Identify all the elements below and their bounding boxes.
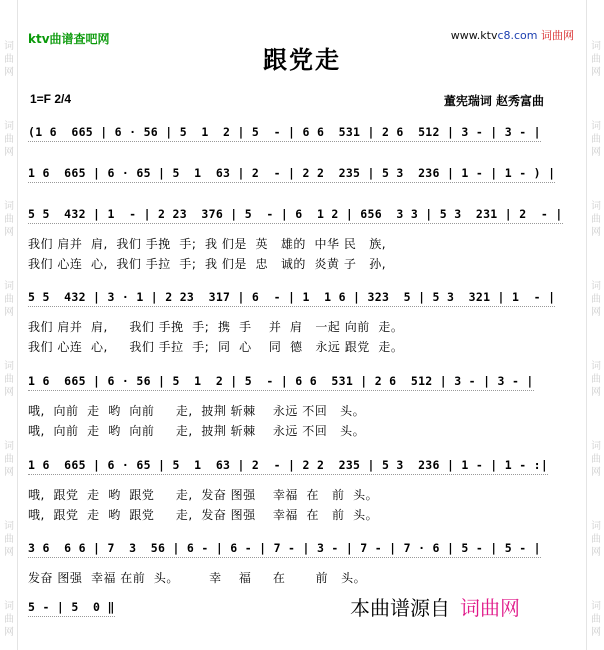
side-watermark-right-4 bbox=[587, 360, 604, 399]
side-watermark-char: 曲 bbox=[591, 134, 601, 145]
lyric-line-6a: 哦, 跟党 走 哟 跟党 走, 发奋 图强 幸福 在 前 头。 bbox=[28, 488, 379, 502]
notation-line-2: 1 6 665 | 6 · 65 | 5 1 63 | 2 - | 2 2 235 | 5 3 236 | 1 - | 1 - ) | bbox=[28, 166, 556, 180]
side-watermark-char: 网 bbox=[4, 307, 14, 318]
notation-line-8: 5 - | 5 0 ‖ bbox=[28, 600, 115, 614]
side-watermark-char: 曲 bbox=[591, 294, 601, 305]
side-watermark-char: 词 bbox=[591, 441, 601, 452]
side-watermark-char: 词 bbox=[591, 121, 601, 132]
side-watermark-char: 词 bbox=[591, 521, 601, 532]
side-watermark-char: 网 bbox=[591, 227, 601, 238]
side-watermark-char: 曲 bbox=[591, 214, 601, 225]
side-watermark-char: 曲 bbox=[4, 54, 14, 65]
side-watermark-char: 词 bbox=[4, 441, 14, 452]
side-watermark-char: 词 bbox=[591, 201, 601, 212]
site-name[interactable]: ktv曲谱查吧网 bbox=[28, 32, 110, 46]
side-watermark-char: 曲 bbox=[4, 614, 14, 625]
side-watermark-left-4 bbox=[0, 360, 18, 399]
credits: 董宪瑞词 赵秀富曲 bbox=[443, 94, 544, 108]
lyric-line-4a: 我们 肩并 肩, 我们 手挽 手; 携 手 并 肩 一起 向前 走。 bbox=[28, 320, 404, 334]
notation-line-5: 1 6 665 | 6 · 56 | 5 1 2 | 5 - | 6 6 531 | 2 6 512 | 3 - | 3 - | bbox=[28, 374, 534, 388]
lyric-line-4b: 我们 心连 心, 我们 手拉 手; 同 心 同 德 永远 跟党 走。 bbox=[28, 340, 404, 354]
side-watermark-char: 网 bbox=[4, 627, 14, 638]
side-watermark-char: 词 bbox=[4, 201, 14, 212]
key-signature: 1=F 2/4 bbox=[30, 92, 72, 106]
side-watermark-left-5 bbox=[0, 440, 18, 479]
side-watermark-char: 词 bbox=[4, 121, 14, 132]
side-watermark-left-7 bbox=[0, 600, 18, 639]
side-watermark-char: 词 bbox=[591, 601, 601, 612]
side-watermark-right-6 bbox=[587, 520, 604, 559]
song-title: 跟党走 bbox=[263, 45, 341, 74]
left-watermark-strip bbox=[0, 0, 18, 650]
side-watermark-char: 曲 bbox=[4, 294, 14, 305]
side-watermark-char: 词 bbox=[591, 361, 601, 372]
notation-line-3: 5 5 432 | 1 - | 2 23 376 | 5 - | 6 1 2 | 656 3 3 | 5 3 231 | 2 - | bbox=[28, 207, 563, 221]
side-watermark-char: 词 bbox=[4, 361, 14, 372]
lyric-line-7a: 发奋 图强 幸福 在前 头。 幸 福 在 前 头。 bbox=[28, 571, 367, 585]
side-watermark-char: 词 bbox=[4, 601, 14, 612]
notation-line-6: 1 6 665 | 6 · 65 | 5 1 63 | 2 - | 2 2 235 | 5 3 236 | 1 - | 1 - :| bbox=[28, 458, 549, 472]
side-watermark-char: 网 bbox=[4, 147, 14, 158]
side-watermark-char: 词 bbox=[591, 41, 601, 52]
side-watermark-right-2 bbox=[587, 200, 604, 239]
side-watermark-char: 曲 bbox=[591, 374, 601, 385]
side-watermark-char: 网 bbox=[4, 67, 14, 78]
side-watermark-char: 网 bbox=[4, 467, 14, 478]
site-url-prefix: www.ktv bbox=[450, 29, 498, 42]
side-watermark-left-1 bbox=[0, 120, 18, 159]
side-watermark-char: 网 bbox=[591, 547, 601, 558]
footer-source-label: 本曲谱源自 bbox=[350, 596, 450, 620]
lyric-line-3a: 我们 肩并 肩, 我们 手挽 手; 我 们是 英 雄的 中华 民 族, bbox=[28, 237, 387, 251]
side-watermark-char: 网 bbox=[591, 627, 601, 638]
side-watermark-char: 词 bbox=[4, 41, 14, 52]
side-watermark-char: 网 bbox=[591, 307, 601, 318]
lyric-line-6b: 哦, 跟党 走 哟 跟党 走, 发奋 图强 幸福 在 前 头。 bbox=[28, 508, 379, 522]
side-watermark-char: 网 bbox=[591, 387, 601, 398]
side-watermark-left-3 bbox=[0, 280, 18, 319]
site-url-mid: c8.com bbox=[497, 29, 538, 42]
side-watermark-char: 曲 bbox=[4, 454, 14, 465]
side-watermark-left-6 bbox=[0, 520, 18, 559]
lyric-line-5b: 哦, 向前 走 哟 向前 走, 披荆 斩棘 永远 不回 头。 bbox=[28, 424, 366, 438]
notation-line-1: (1 6 665 | 6 · 56 | 5 1 2 | 5 - | 6 6 531 | 2 6 512 | 3 - | 3 - | bbox=[28, 125, 541, 139]
side-watermark-char: 网 bbox=[591, 147, 601, 158]
side-watermark-left-2 bbox=[0, 200, 18, 239]
side-watermark-right-3 bbox=[587, 280, 604, 319]
side-watermark-char: 曲 bbox=[4, 534, 14, 545]
side-watermark-char: 网 bbox=[591, 467, 601, 478]
site-url-tail: 词曲网 bbox=[541, 29, 574, 42]
footer-source bbox=[350, 592, 520, 621]
side-watermark-char: 曲 bbox=[591, 454, 601, 465]
notation-line-4: 5 5 432 | 3 · 1 | 2 23 317 | 6 - | 1 1 6 | 323 5 | 5 3 321 | 1 - | bbox=[28, 290, 556, 304]
side-watermark-char: 网 bbox=[4, 547, 14, 558]
footer-brand-link[interactable]: 词曲网 bbox=[460, 596, 520, 620]
side-watermark-char: 网 bbox=[4, 227, 14, 238]
side-watermark-right-5 bbox=[587, 440, 604, 479]
side-watermark-char: 曲 bbox=[4, 374, 14, 385]
side-watermark-char: 词 bbox=[591, 281, 601, 292]
side-watermark-char: 曲 bbox=[4, 214, 14, 225]
side-watermark-char: 曲 bbox=[591, 534, 601, 545]
side-watermark-char: 曲 bbox=[591, 54, 601, 65]
right-watermark-strip bbox=[586, 0, 604, 650]
side-watermark-char: 曲 bbox=[591, 614, 601, 625]
side-watermark-char: 网 bbox=[591, 67, 601, 78]
lyric-line-5a: 哦, 向前 走 哟 向前 走, 披荆 斩棘 永远 不回 头。 bbox=[28, 404, 366, 418]
side-watermark-char: 词 bbox=[4, 521, 14, 532]
lyric-line-3b: 我们 心连 心, 我们 手拉 手; 我 们是 忠 诚的 炎黄 子 孙, bbox=[28, 257, 387, 271]
notation-line-7: 3 6 6 6 | 7 3 56 | 6 - | 6 - | 7 - | 3 - | 7 - | 7 · 6 | 5 - | 5 - | bbox=[28, 541, 541, 555]
side-watermark-char: 曲 bbox=[4, 134, 14, 145]
side-watermark-right-1 bbox=[587, 120, 604, 159]
side-watermark-char: 词 bbox=[4, 281, 14, 292]
side-watermark-char: 网 bbox=[4, 387, 14, 398]
side-watermark-right-7 bbox=[587, 600, 604, 639]
